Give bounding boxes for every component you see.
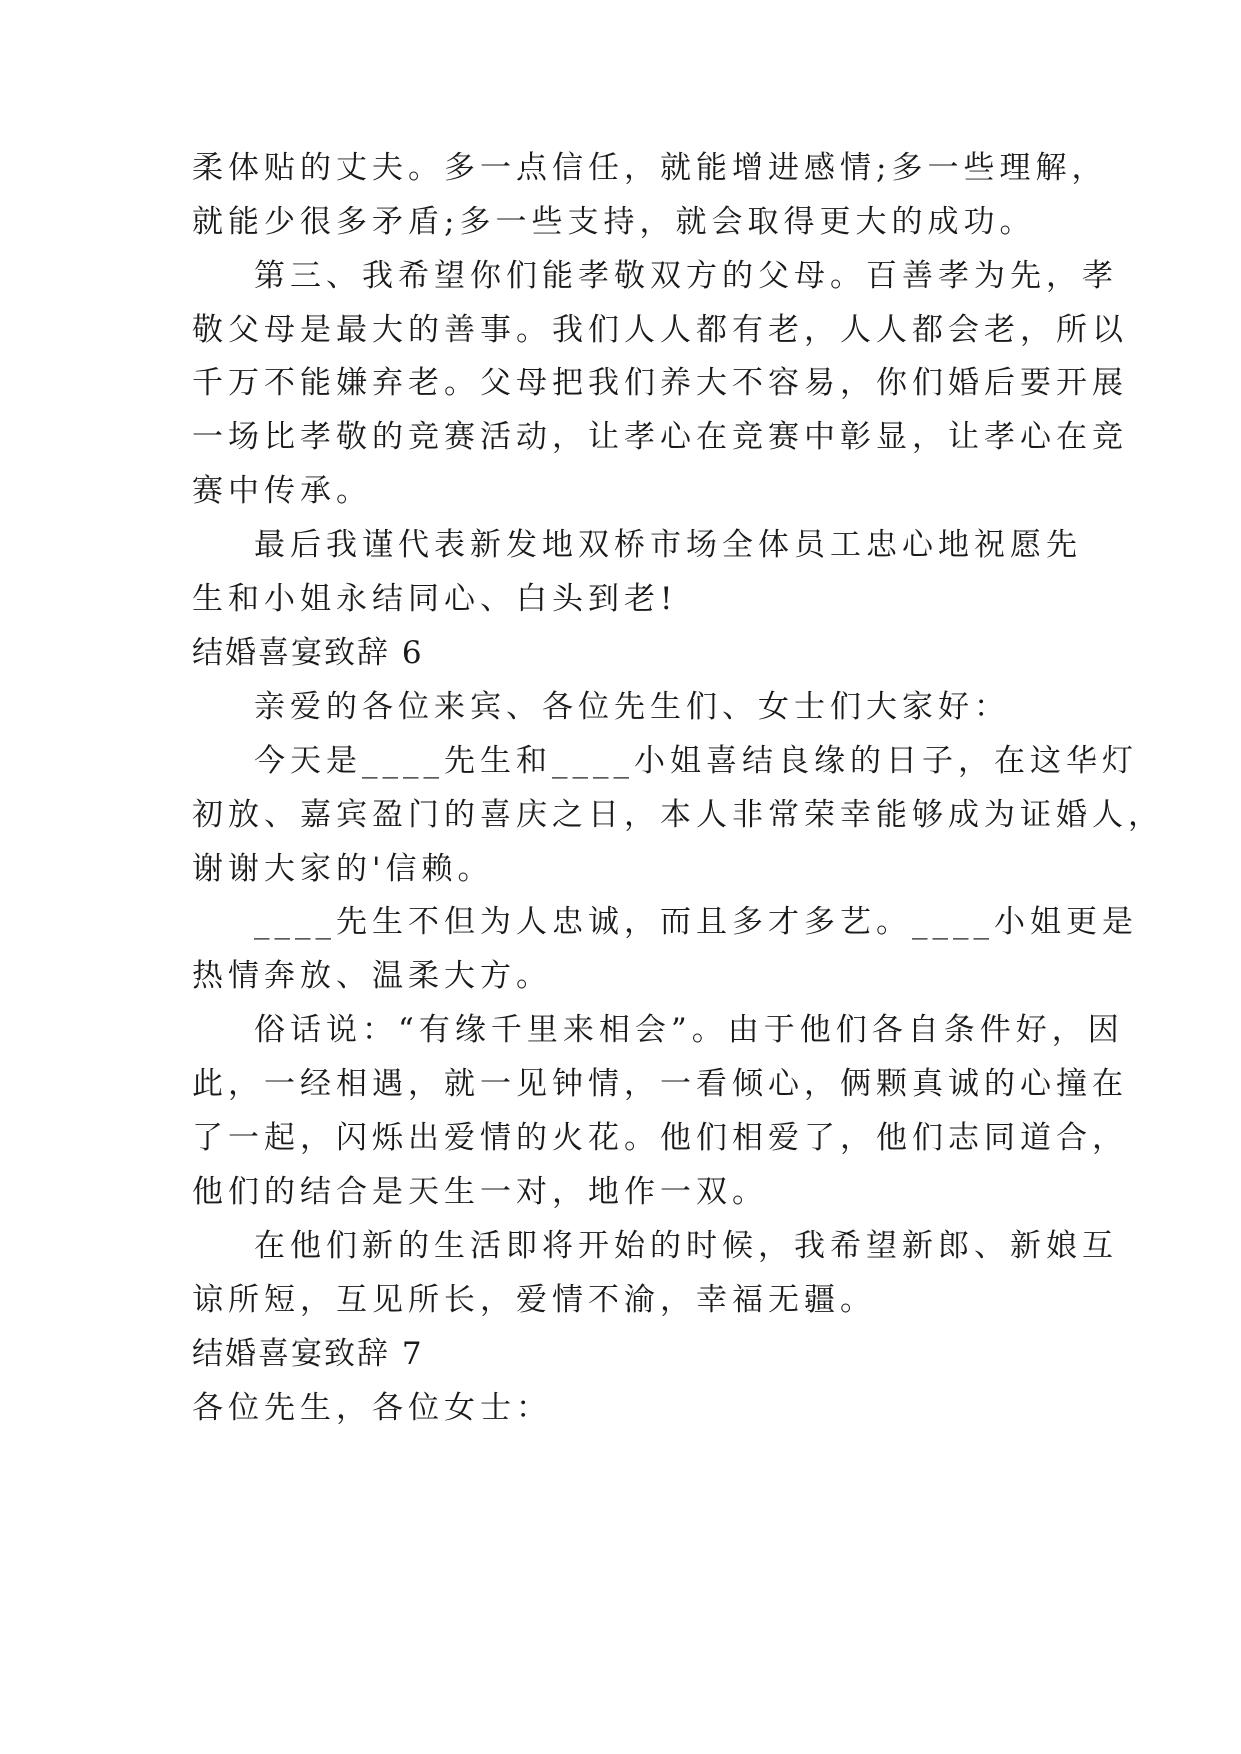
salutation-line: 各位先生，各位女士： [192,1390,552,1426]
body-text-line: 柔体贴的丈夫。多一点信任，就能增进感情;多一些理解， [192,150,1108,186]
body-text-line: 就能少很多矛盾;多一些支持，就会取得更大的成功。 [192,204,1036,240]
body-text-line: 赛中传承。 [192,473,372,509]
paragraph-start-line: 俗话说：“有缘千里来相会”。由于他们各自条件好，因 [254,1012,1124,1048]
salutation-line: 亲爱的各位来宾、各位先生们、女士们大家好： [254,689,1010,725]
paragraph-start-line: 在他们新的生活即将开始的时候，我希望新郎、新娘互 [254,1228,1118,1264]
body-text-line: 谅所短，互见所长，爱情不渝，幸福无疆。 [192,1282,876,1318]
paragraph-start-line: 最后我谨代表新发地双桥市场全体员工忠心地祝愿先 [254,527,1082,563]
body-text-line: 初放、嘉宾盈门的喜庆之日，本人非常荣幸能够成为证婚人， [192,797,1164,833]
body-text-line: 了一起，闪烁出爱情的火花。他们相爱了，他们志同道合， [192,1120,1128,1156]
paragraph-start-line: 今天是____先生和____小姐喜结良缘的日子，在这华灯 [254,743,1138,779]
body-text-line: 千万不能嫌弃老。父母把我们养大不容易，你们婚后要开展 [192,365,1128,401]
body-text-line: 敬父母是最大的善事。我们人人都有老，人人都会老，所以 [192,312,1128,348]
section-heading: 结婚喜宴致辞 6 [192,635,424,671]
paragraph-start-line: 第三、我希望你们能孝敬双方的父母。百善孝为先，孝 [254,258,1118,294]
paragraph-start-line: ____先生不但为人忠诚，而且多才多艺。____小姐更是 [254,904,1138,940]
section-heading: 结婚喜宴致辞 7 [192,1336,424,1372]
body-text-line: 他们的结合是天生一对，地作一双。 [192,1174,768,1210]
body-text-line: 此，一经相遇，就一见钟情，一看倾心，俩颗真诚的心撞在 [192,1066,1128,1102]
body-text-line: 热情奔放、温柔大方。 [192,958,552,994]
body-text-line: 一场比孝敬的竞赛活动，让孝心在竞赛中彰显，让孝心在竞 [192,419,1128,455]
body-text-line: 谢谢大家的'信赖。 [192,851,494,887]
body-text-line: 生和小姐永结同心、白头到老! [192,581,678,617]
